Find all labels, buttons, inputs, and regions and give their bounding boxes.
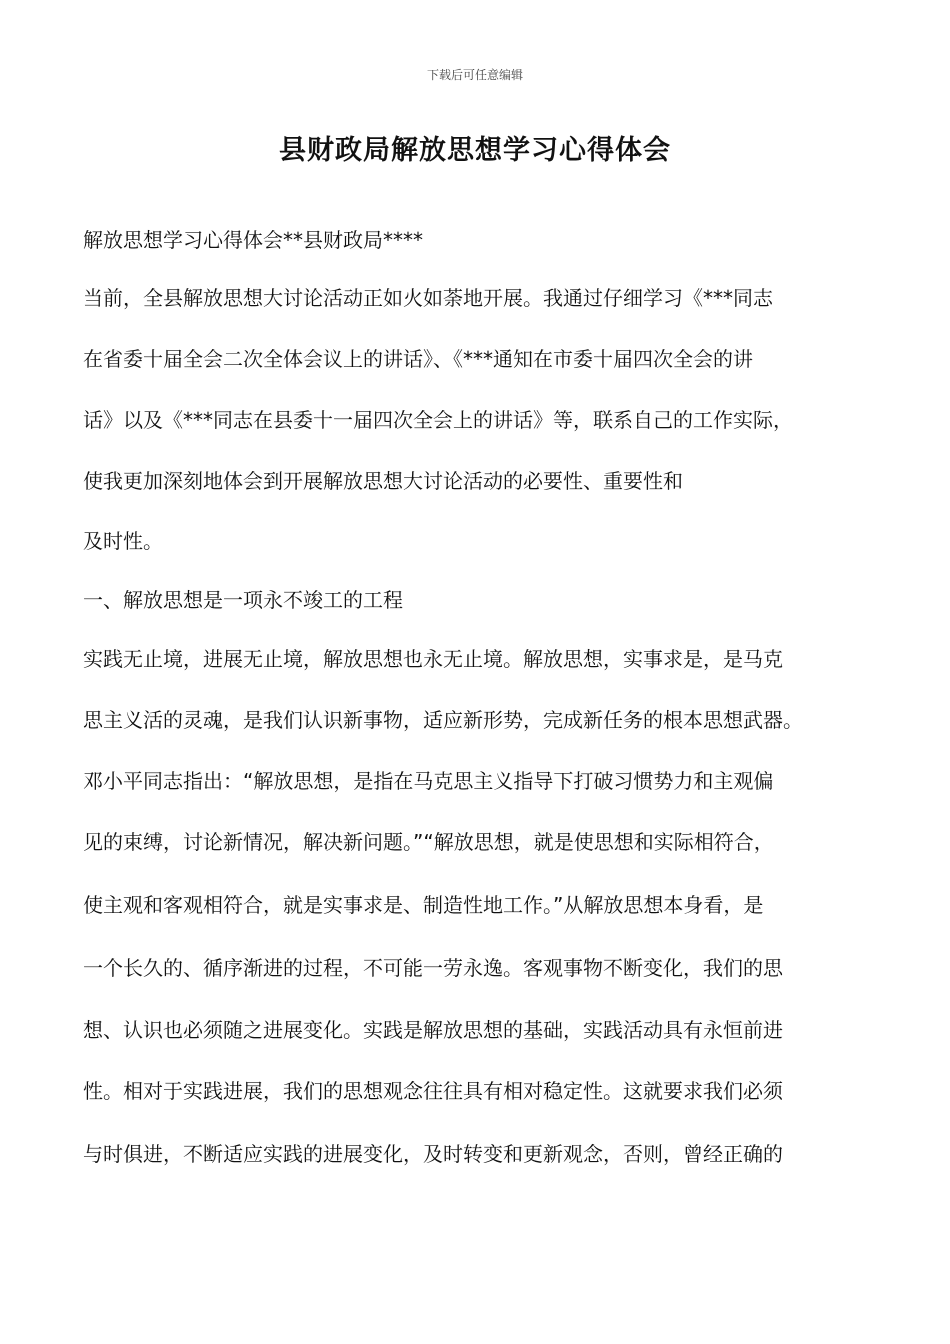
paragraph-line: 使我更加深刻地体会到开展解放思想大讨论活动的必要性、重要性和 [83, 469, 683, 493]
subtitle-line: 解放思想学习心得体会**县财政局**** [83, 228, 423, 252]
header-note: 下载后可任意编辑 [426, 68, 523, 82]
paragraph-line: 思主义活的灵魂，是我们认识新事物，适应新形势，完成新任务的根本思想武器。 [83, 708, 803, 732]
paragraph-line: 与时俱进，不断适应实践的进展变化，及时转变和更新观念，否则，曾经正确的 [83, 1142, 783, 1166]
paragraph-line: 在省委十届全会二次全体会议上的讲话》、《***通知在市委十届四次全会的讲 [83, 347, 753, 371]
document-title: 县财政局解放思想学习心得体会 [279, 135, 671, 166]
paragraph-line: 性。相对于实践进展，我们的思想观念往往具有相对稳定性。这就要求我们必须 [83, 1079, 783, 1103]
paragraph-line: 邓小平同志指出：“解放思想，是指在马克思主义指导下打破习惯势力和主观偏 [83, 769, 774, 793]
paragraph-line: 见的束缚，讨论新情况，解决新问题。”“解放思想，就是使思想和实际相符合， [83, 830, 774, 854]
section-heading: 一、解放思想是一项永不竣工的工程 [83, 588, 403, 612]
paragraph-line: 及时性。 [83, 529, 163, 553]
paragraph-line: 一个长久的、循序渐进的过程，不可能一劳永逸。客观事物不断变化，我们的思 [83, 956, 783, 980]
paragraph-line: 想、认识也必须随之进展变化。实践是解放思想的基础，实践活动具有永恒前进 [83, 1018, 783, 1042]
paragraph-line: 使主观和客观相符合，就是实事求是、制造性地工作。”从解放思想本身看，是 [83, 893, 764, 917]
paragraph-line: 话》以及《***同志在县委十一届四次全会上的讲话》等，联系自己的工作实际， [83, 408, 793, 432]
paragraph-line: 实践无止境，进展无止境，解放思想也永无止境。解放思想，实事求是，是马克 [83, 647, 783, 671]
paragraph-line: 当前，全县解放思想大讨论活动正如火如荼地开展。我通过仔细学习《***同志 [83, 286, 773, 310]
